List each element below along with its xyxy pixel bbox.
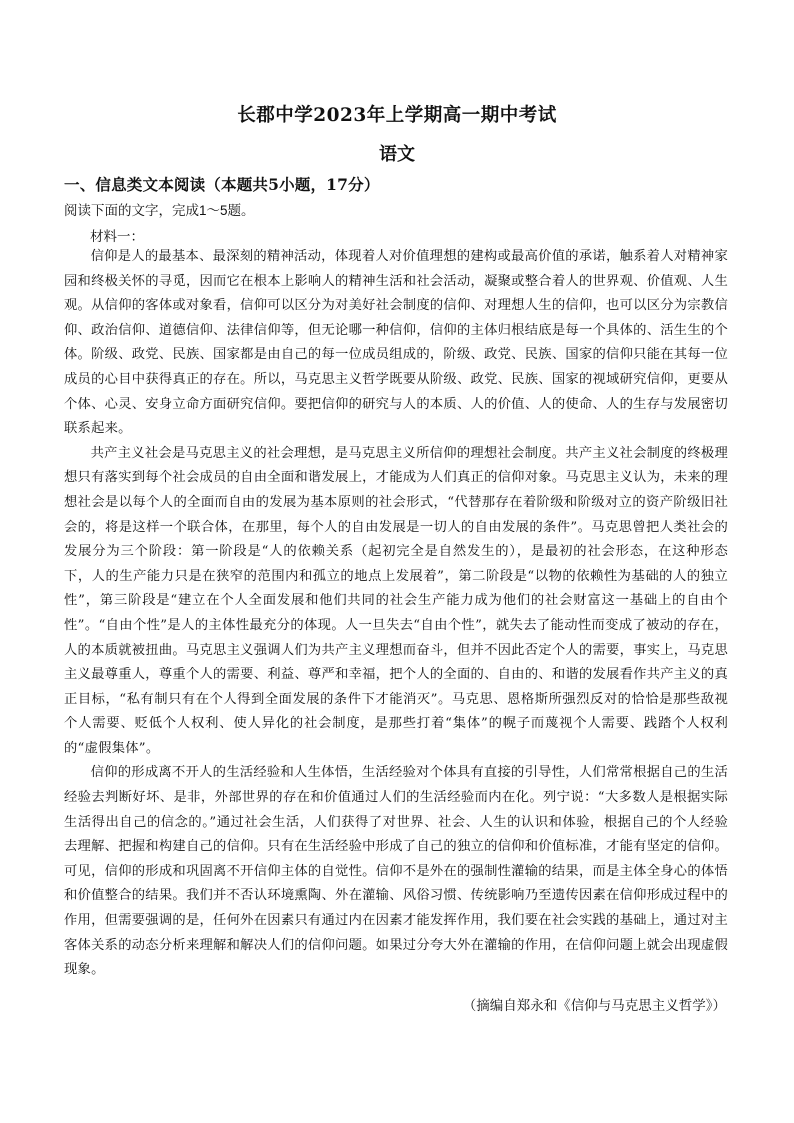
passage-paragraph-2: 共产主义社会是马克思主义的社会理想，是马克思主义所信仰的理想社会制度。共产主义社会制度的终极理想只有落实到每个社会成员的自由全面和谐发展上，才能成为人们真正的信仰对象。马克思主义认为，未来的理想社会是以每个人的全面而自由的发展为基本原则的社会形式，“代替那存在着阶级和阶级对立的资产阶级旧社会的，将是这样一个联合体，在那里，每个人的自由发展是一切人的自由发展的条件”。马克思曾把人类社会的发展分为三个阶段：第一阶段是“人的依赖关系（起初完全是自然发生的），是最初的社会形态，在这种形态下，人的生产能力只是在狭窄的范围内和孤立的地点上发展着”，第二阶段是“以物的依赖性为基础的人的独立性”，第三阶段是“建立在个人全面发展和他们共同的社会生产能力成为他们的社会财富这一基础上的自由个性”。“自由个性”是人的主体性最充分的体现。人一旦失去“自由个性”，就失去了能动性而变成了被动的存在，人的本质就被扭曲。马克思主义强调人们为共产主义理想而奋斗，但并不因此否定个人的需要，事实上，马克思主义最尊重人，尊重个人的需要、利益、尊严和幸福，把个人的全面的、自由的、和谐的发展看作共产主义的真正目标，“私有制只有在个人得到全面发展的条件下才能消灭”。马克思、恩格斯所强烈反对的恰恰是那些敌视个人需要、贬低个人权利、使人异化的社会制度，是那些打着“集体”的幌子而蔑视个人需要、践踏个人权利的“虚假集体”。: [64, 445, 728, 756]
section-heading: 一、信息类文本阅读（本题共5小题，17分）: [64, 175, 380, 194]
source-citation: （摘编自郑永和《信仰与马克思主义哲学》）: [462, 998, 726, 1014]
passage-paragraph-3: 信仰的形成离不开人的生活经验和人生体悟，生活经验对个体具有直接的引导性，人们常常根据自己的生活经验去判断好坏、是非，外部世界的存在和价值通过人们的生活经验而内在化。列宁说：“大多数人是根据实际生活得出自己的信念的。”通过社会生活，人们获得了对世界、社会、人生的认识和体验，根据自己的个人经验去理解、把握和构建自己的信仰。只有在生活经验中形成了自己的独立的信仰和价值标准，才能有坚定的信仰。可见，信仰的形成和巩固离不开信仰主体的自觉性。信仰不是外在的强制性灌输的结果，而是主体全身心的体悟和价值整合的结果。我们并不否认环境熏陶、外在灌输、风俗习惯、传统影响乃至遗传因素在信仰形成过程中的作用，但需要强调的是，任何外在因素只有通过内在因素才能发挥作用，我们要在社会实践的基础上，通过对主客体关系的动态分析来理解和解决人们的信仰问题。如果过分夸大外在灌输的作用，在信仰问题上就会出现虚假现象。: [64, 765, 728, 978]
passage-paragraph-1: 信仰是人的最基本、最深刻的精神活动，体现着人对价值理想的建构或最高价值的承诺，触系着人对精神家园和终极关怀的寻觅，因而它在根本上影响人的精神生活和社会活动，凝聚或整合着人的世界观、价值观、人生观。从信仰的客体或对象看，信仰可以区分为对美好社会制度的信仰、对理想人生的信仰，也可以区分为宗教信仰、政治信仰、道德信仰、法律信仰等，但无论哪一种信仰，信仰的主体归根结底是每一个具体的、活生生的个体。阶级、政党、民族、国家都是由自己的每一位成员组成的，阶级、政党、民族、国家的信仰只能在其每一位成员的心目中获得真正的存在。所以，马克思主义哲学既要从阶级、政党、民族、国家的视域研究信仰，更要从个体、心灵、安身立命方面研究信仰。要把信仰的研究与人的本质、人的价值、人的使命、人的生存与发展密切联系起来。: [64, 249, 728, 437]
exam-title: 长郡中学2023年上学期高一期中考试: [237, 105, 557, 126]
passage-body: [64, 245, 728, 983]
reading-instruction: 阅读下面的文字，完成1～5题。: [64, 203, 255, 218]
subject-title: 语文: [379, 144, 415, 165]
material-label: 材料一：: [90, 229, 144, 245]
